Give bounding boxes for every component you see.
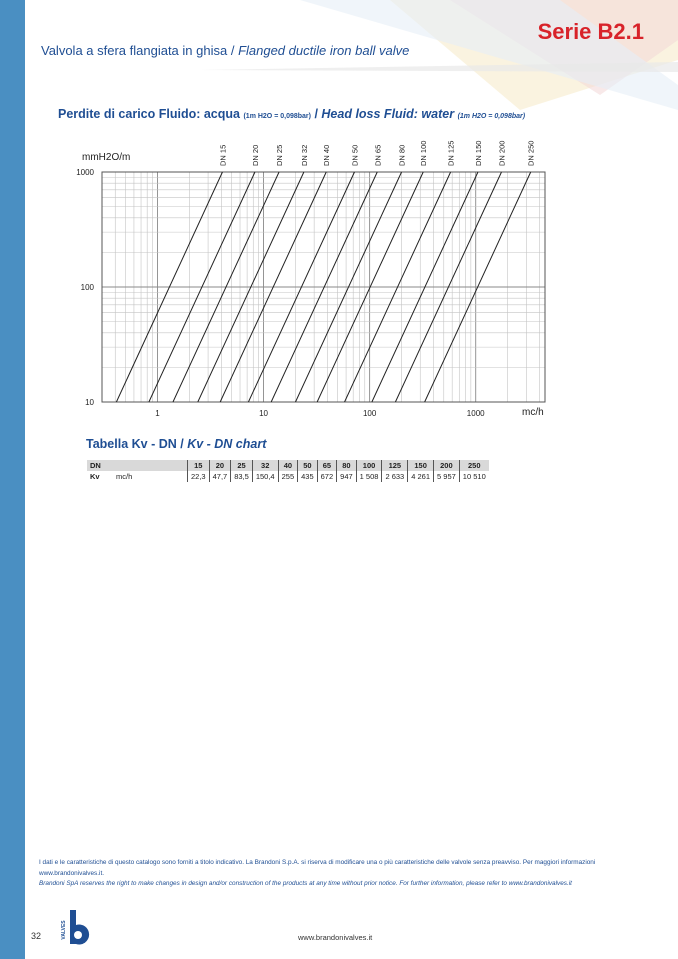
kv-dn-table	[87, 460, 489, 482]
table-section-title	[86, 437, 266, 451]
dn-cell: 200	[434, 460, 460, 471]
table-title-italian: Tabella Kv - DN	[86, 437, 177, 451]
subtitle-separator: /	[227, 43, 239, 58]
dn-row	[87, 460, 489, 471]
dn-cell: 125	[382, 460, 408, 471]
table-title-english: Kv - DN chart	[187, 437, 267, 451]
series-label: DN 100	[419, 140, 429, 166]
disclaimer-italian: I dati e le caratteristiche di questo catalogo sono forniti a titolo indicativo. La Brandoni S.p.A. si riserva di modificare una o più caratteristiche delle valvole senza preavviso. Per maggiori informazioni www.brandonivalves.it.	[39, 859, 596, 877]
dn-cell: 100	[356, 460, 382, 471]
dn-cell: 15	[188, 460, 210, 471]
dn-cell: 80	[337, 460, 357, 471]
dn-cell: 150	[408, 460, 434, 471]
dn-row-label: DN	[87, 460, 113, 471]
chart-title-italian: Perdite di carico Fluido: acqua	[58, 107, 240, 121]
kv-cell: 150,4	[252, 471, 278, 482]
series-label: DN 40	[322, 144, 332, 166]
kv-cell: 5 957	[434, 471, 460, 482]
dn-cell: 25	[231, 460, 253, 471]
y-tick-label: 10	[85, 398, 94, 407]
dn-cell: 32	[252, 460, 278, 471]
y-tick-label: 1000	[76, 168, 94, 177]
kv-cell: 672	[317, 471, 337, 482]
x-tick-label: 100	[362, 409, 377, 418]
kv-cell: 47,7	[209, 471, 231, 482]
dn-cell: 50	[298, 460, 318, 471]
series-label: DN 200	[497, 140, 507, 166]
kv-cell: 10 510	[459, 471, 488, 482]
series-label: DN 20	[250, 144, 260, 166]
kv-cell: 83,5	[231, 471, 253, 482]
series-label: DN 125	[446, 140, 456, 166]
series-label: DN 80	[397, 144, 407, 166]
chart-note-italian: (1m H2O = 0,098bar)	[243, 113, 311, 120]
series-label: DN 32	[299, 144, 309, 166]
dn-cell: 40	[278, 460, 298, 471]
kv-row-unit: mc/h	[116, 472, 133, 481]
y-tick-label: 100	[80, 283, 94, 292]
kv-cell: 1 508	[356, 471, 382, 482]
y-axis-label: mmH2O/m	[82, 152, 131, 163]
kv-row	[87, 471, 489, 482]
kv-cell: 947	[337, 471, 357, 482]
x-tick-label: 10	[259, 409, 269, 418]
kv-cell: 22,3	[188, 471, 210, 482]
chart-title-english: Head loss Fluid: water	[321, 107, 455, 121]
x-axis-label: mc/h	[522, 407, 544, 418]
table-title-separator: /	[176, 437, 188, 451]
svg-text:VALVES: VALVES	[61, 920, 67, 940]
series-label: DN 250	[526, 140, 536, 166]
website-link[interactable]: www.brandonivalves.it	[298, 933, 373, 942]
disclaimer-english: Brandoni SpA reserves the right to make changes in design and/or construction of the products at any time without prior notice. For further information, please refer to www.brandonivalves.it	[39, 880, 572, 887]
series-label: DN 15	[218, 144, 228, 166]
series-label: DN 150	[473, 140, 483, 166]
subtitle-english: Flanged ductile iron ball valve	[238, 43, 410, 58]
chart-title-separator: /	[310, 107, 322, 121]
head-loss-chart	[0, 0, 678, 430]
dn-cell: 65	[317, 460, 337, 471]
kv-cell: 4 261	[408, 471, 434, 482]
page-number: 32	[31, 931, 42, 941]
x-tick-label: 1000	[466, 409, 485, 418]
kv-cell: 2 633	[382, 471, 408, 482]
dn-cell: 250	[459, 460, 488, 471]
brandoni-logo-icon	[56, 908, 96, 948]
series-label: DN 25	[275, 144, 285, 166]
chart-note-english: (1m H2O = 0,098bar)	[457, 113, 526, 120]
footer-disclaimer	[39, 858, 659, 890]
kv-cell: 255	[278, 471, 298, 482]
series-title: Serie B2.1	[537, 19, 644, 44]
dn-cell: 20	[209, 460, 231, 471]
x-tick-label: 1	[155, 409, 160, 418]
subtitle-italian: Valvola a sfera flangiata in ghisa	[41, 43, 228, 58]
series-label: DN 65	[373, 144, 383, 166]
kv-row-label: Kv	[90, 472, 100, 481]
series-label: DN 50	[350, 144, 360, 166]
kv-cell: 435	[298, 471, 318, 482]
dn-row-spacer	[113, 460, 188, 471]
